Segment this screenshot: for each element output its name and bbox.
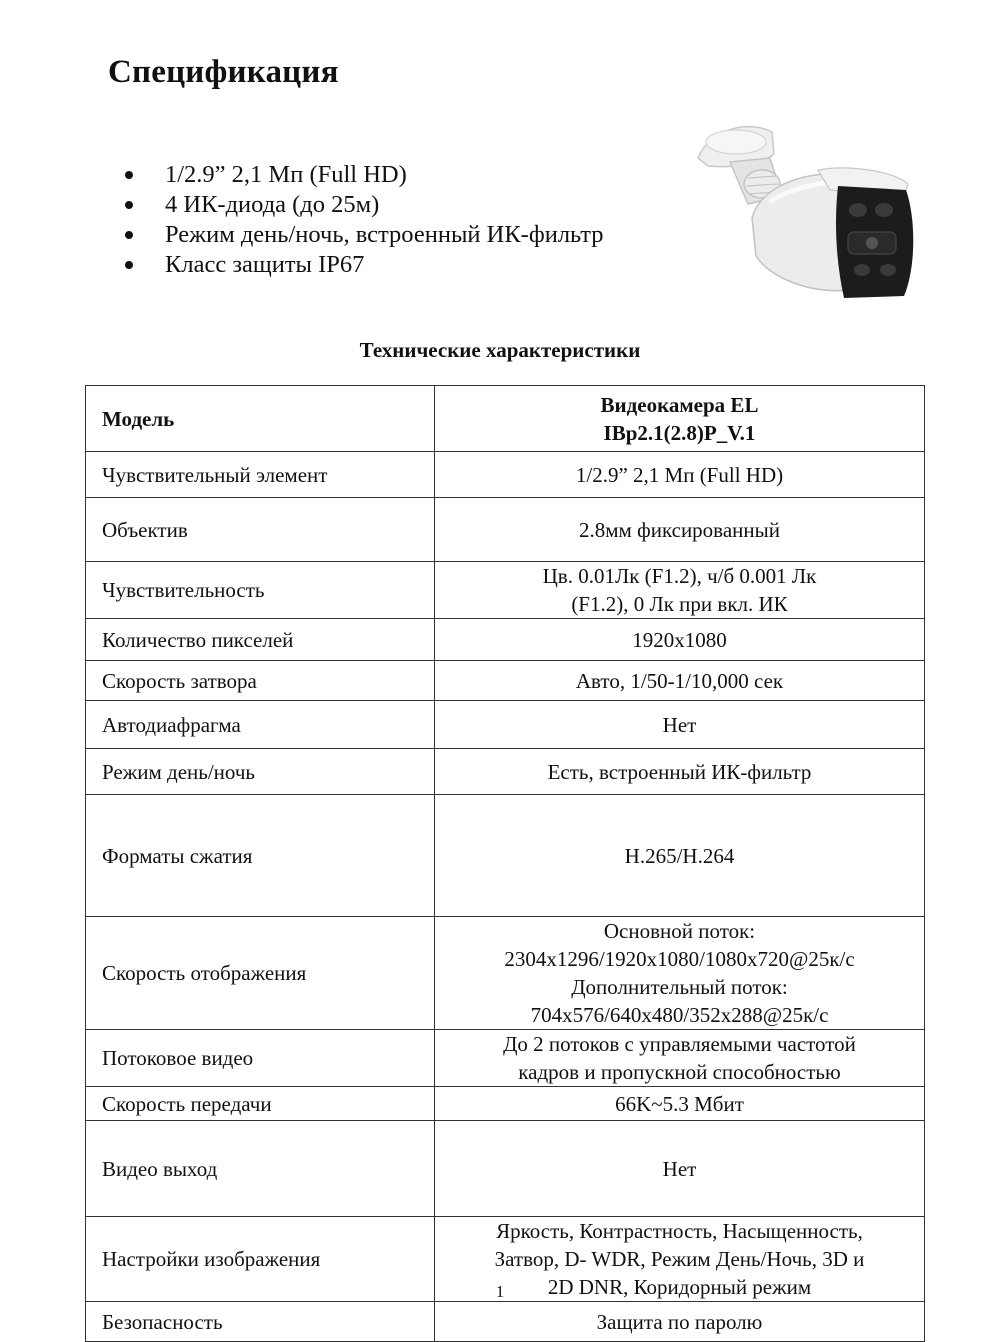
model-name-cell [435, 386, 925, 452]
value-line: 66K~5.3 Мбит [615, 1091, 744, 1116]
value-line: Дополнительный поток: [571, 975, 788, 999]
parameter-name-cell: Настройки изображения [86, 1217, 435, 1302]
model-label-cell: Модель [86, 386, 435, 452]
value-line: Есть, встроенный ИК-фильтр [547, 759, 812, 784]
parameter-name-cell: Видео выход [86, 1121, 435, 1217]
value-line: 1920x1080 [632, 627, 727, 652]
value-line: Цв. 0.01Лк (F1.2), ч/б 0.001 Лк [542, 564, 817, 588]
parameter-value-cell [435, 498, 925, 562]
feature-item: Класс защиты IP67 [120, 250, 604, 280]
value-line: Видеокамера EL [600, 392, 759, 417]
table-row [86, 749, 925, 795]
parameter-value-cell [435, 1121, 925, 1217]
table-row [86, 1030, 925, 1087]
parameter-name-cell: Безопасность [86, 1302, 435, 1342]
value-line: Затвор, D- WDR, Режим День/Ночь, 3D и [494, 1247, 865, 1271]
value-line: 2.8мм фиксированный [579, 517, 780, 542]
parameter-value-cell [435, 795, 925, 917]
table-row [86, 795, 925, 917]
parameter-value-cell [435, 1030, 925, 1087]
table-row [86, 1087, 925, 1121]
value-line: 1/2.9” 2,1 Мп (Full HD) [575, 462, 784, 487]
table-row [86, 917, 925, 1030]
value-line: Авто, 1/50-1/10,000 сек [575, 668, 784, 693]
parameter-name-cell: Режим день/ночь [86, 749, 435, 795]
table-row [86, 562, 925, 619]
parameter-name-cell: Чувствительный элемент [86, 452, 435, 498]
page-number: 1 [495, 1282, 505, 1301]
specifications-table [85, 385, 925, 1342]
table-row [86, 661, 925, 701]
value-line: До 2 потоков с управляемыми частотой [503, 1032, 856, 1056]
value-line: (F1.2), 0 Лк при вкл. ИК [571, 592, 788, 616]
value-line: Защита по паролю [596, 1309, 763, 1334]
parameter-value-cell [435, 661, 925, 701]
table-row [86, 452, 925, 498]
parameter-name-cell: Скорость затвора [86, 661, 435, 701]
parameter-value-cell [435, 452, 925, 498]
value-line: 704x576/640x480/352x288@25к/с [530, 1003, 829, 1027]
parameter-name-cell: Скорость отображения [86, 917, 435, 1030]
parameter-name-cell: Форматы сжатия [86, 795, 435, 917]
parameter-value-cell [435, 749, 925, 795]
page-title: Спецификация [108, 54, 339, 90]
parameter-value-cell [435, 619, 925, 661]
parameter-value-cell [435, 917, 925, 1030]
table-header-row [86, 386, 925, 452]
table-row [86, 619, 925, 661]
parameter-value-cell [435, 1087, 925, 1121]
table-row [86, 498, 925, 562]
value-line: Нет [662, 1156, 697, 1181]
value-line: Основной поток: [603, 919, 756, 943]
table-title: Технические характеристики [359, 338, 641, 362]
parameter-name-cell: Потоковое видео [86, 1030, 435, 1087]
value-line: IBp2.1(2.8)P_V.1 [603, 420, 756, 445]
value-line: 2D DNR, Коридорный режим [547, 1275, 812, 1299]
value-line: кадров и пропускной способностью [518, 1060, 841, 1084]
parameter-value-cell [435, 1302, 925, 1342]
feature-item: 1/2.9” 2,1 Мп (Full HD) [120, 160, 604, 190]
value-line: Нет [662, 712, 697, 737]
value-line: H.265/H.264 [624, 843, 735, 868]
value-line: 2304x1296/1920x1080/1080x720@25к/с [504, 947, 855, 971]
parameter-value-cell [435, 701, 925, 749]
table-row [86, 1121, 925, 1217]
table-row [86, 701, 925, 749]
value-line: Яркость, Контрастность, Насыщенность, [496, 1219, 863, 1243]
parameter-name-cell: Скорость передачи [86, 1087, 435, 1121]
parameter-name-cell: Количество пикселей [86, 619, 435, 661]
parameter-value-cell [435, 562, 925, 619]
parameter-name-cell: Автодиафрагма [86, 701, 435, 749]
feature-list [120, 160, 604, 280]
bullet-camera-icon [690, 118, 920, 308]
parameter-name-cell: Чувствительность [86, 562, 435, 619]
parameter-name-cell: Объектив [86, 498, 435, 562]
feature-item: Режим день/ночь, встроенный ИК-фильтр [120, 220, 604, 250]
feature-item: 4 ИК-диода (до 25м) [120, 190, 604, 220]
table-row [86, 1302, 925, 1342]
